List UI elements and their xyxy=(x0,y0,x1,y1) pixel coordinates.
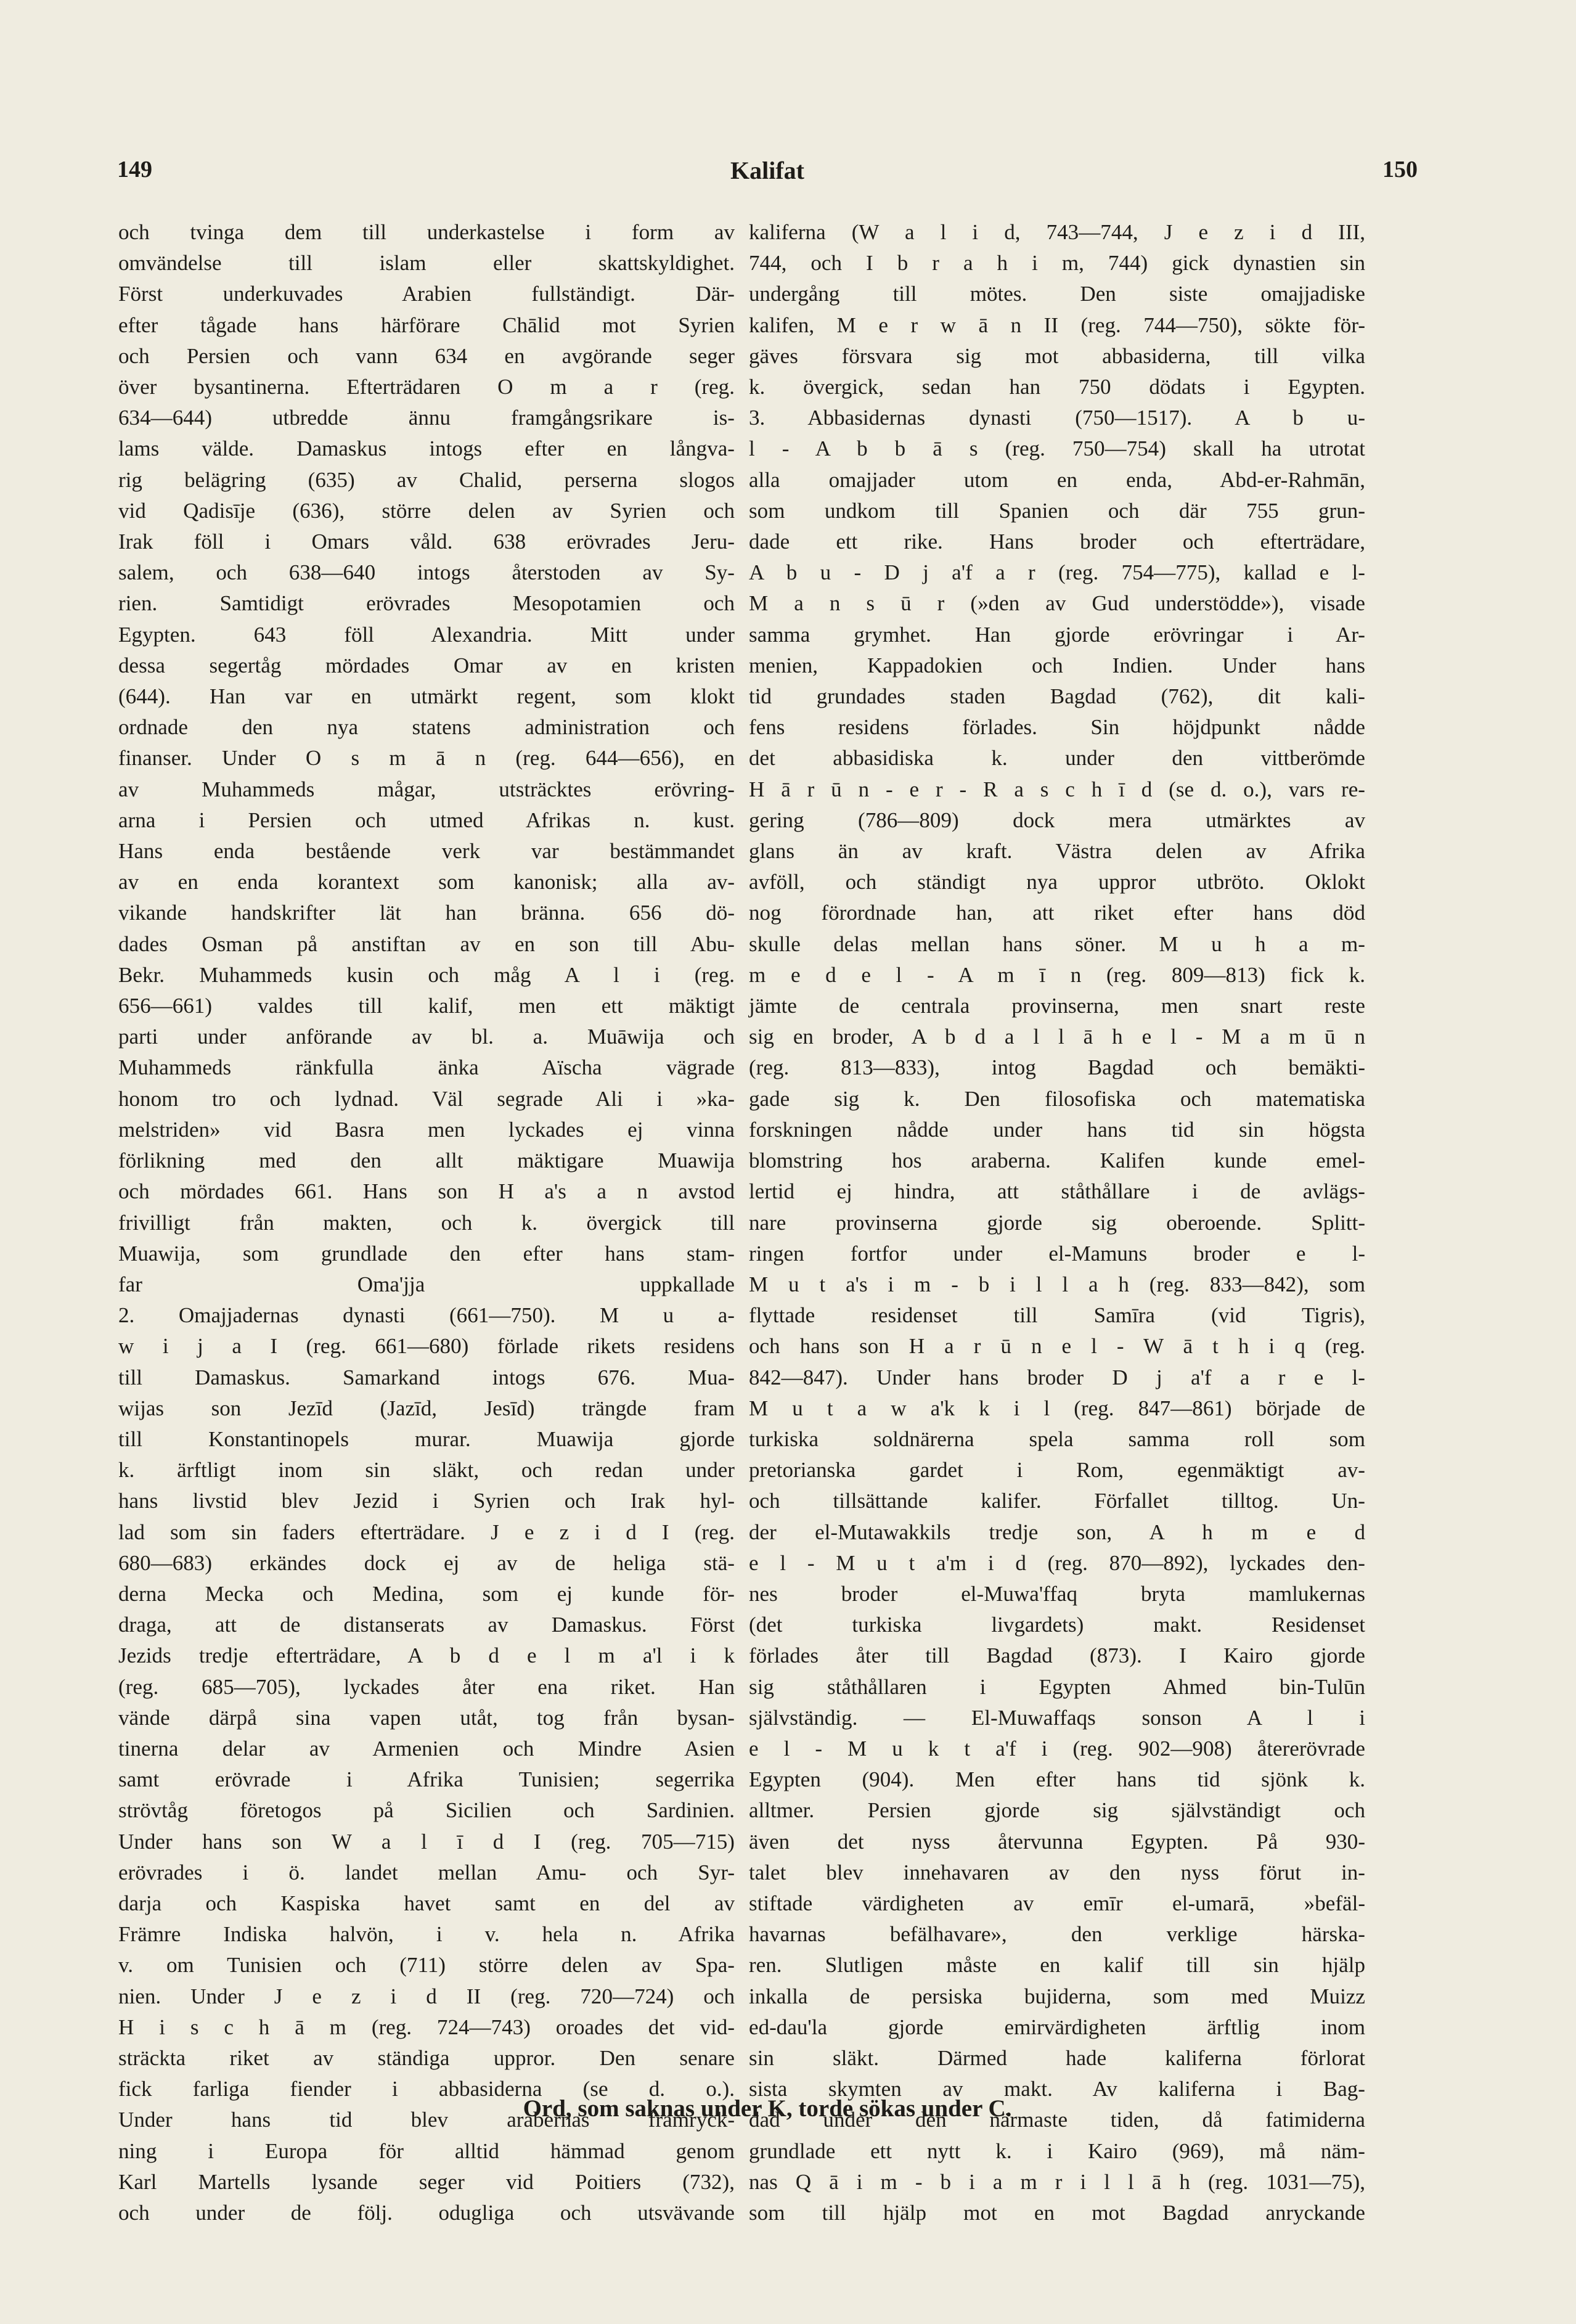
text-line: nes broder el-Muwa'ffaq bryta mamlukernas xyxy=(749,1581,1365,1606)
text-line: fick farliga fiender i abbasiderna (se d. o.). xyxy=(118,2077,735,2101)
text-line: m e d e l - A m ī n (reg. 809—813) fick k. xyxy=(749,962,1365,987)
text-line: inkalla de persiska bujiderna, som med Muizz xyxy=(749,1984,1365,2008)
text-line: ren. Slutligen måste en kalif till sin hjälp xyxy=(749,1953,1365,1978)
text-line: Muawija, som grundlade den efter hans stam- xyxy=(118,1241,735,1266)
text-line: gade sig k. Den filosofiska och matematiska xyxy=(749,1086,1365,1111)
text-line: jämte de centrala provinserna, men snart reste xyxy=(749,994,1365,1018)
text-line: M u t a w a'k k i l (reg. 847—861) började de xyxy=(749,1396,1365,1420)
text-line: 634—644) utbredde ännu framgångsrikare is- xyxy=(118,406,735,430)
text-line: turkiska soldnärerna spela samma roll som xyxy=(749,1426,1365,1451)
text-line: talet blev innehavaren av den nyss förut in- xyxy=(749,1860,1365,1884)
text-line: blomstring hos araberna. Kalifen kunde emel- xyxy=(749,1148,1365,1173)
text-line: stiftade värdigheten av emīr el-umarā, »befäl- xyxy=(749,1891,1365,1915)
text-line: och hans son H a r ū n e l - W ā t h i q (reg. xyxy=(749,1334,1365,1359)
footer-note: Ord, som saknas under K, torde sökas under C. xyxy=(523,2095,1012,2122)
text-line: salem, och 638—640 intogs återstoden av Sy- xyxy=(118,560,735,585)
text-line: av Muhammeds mågar, utsträcktes erövring- xyxy=(118,777,735,801)
text-line: självständig. — El-Muwaffaqs sonson A l i xyxy=(749,1705,1365,1730)
text-line: arna i Persien och utmed Afrikas n. kust. xyxy=(118,808,735,832)
text-line: nien. Under J e z i d II (reg. 720—724) och xyxy=(118,1984,735,2008)
text-line: H ā r ū n - e r - R a s c h ī d (se d. o.), vars re- xyxy=(749,777,1365,801)
text-line: samt erövrade i Afrika Tunisien; segerrika xyxy=(118,1767,735,1792)
text-line: v. om Tunisien och (711) större delen av Spa- xyxy=(118,1953,735,1978)
text-line: Muhammeds ränkfulla änka Aïscha vägrade xyxy=(118,1055,735,1080)
text-line: havarnas befälhavare», den verklige härska- xyxy=(749,1922,1365,1947)
text-line: även det nyss återvunna Egypten. På 930- xyxy=(749,1829,1365,1854)
text-line: glans än av kraft. Västra delen av Afrika xyxy=(749,839,1365,864)
text-line: forskningen nådde under hans tid sin högsta xyxy=(749,1117,1365,1142)
text-line: och mördades 661. Hans son H a's a n avstod xyxy=(118,1179,735,1204)
text-line: k. ärftligt inom sin släkt, och redan under xyxy=(118,1458,735,1483)
text-line: melstriden» vid Basra men lyckades ej vinna xyxy=(118,1117,735,1142)
text-line: lams välde. Damaskus intogs efter en långva- xyxy=(118,436,735,461)
text-line: efter tågade hans härförare Chālid mot Syrien xyxy=(118,313,735,337)
text-line: derna Mecka och Medina, som ej kunde för- xyxy=(118,1581,735,1606)
text-line: fens residens förlades. Sin höjdpunkt nådde xyxy=(749,715,1365,740)
text-line: ringen fortfor under el-Mamuns broder e l- xyxy=(749,1241,1365,1266)
text-line: skulle delas mellan hans söner. M u h a m- xyxy=(749,931,1365,956)
text-line: Jezids tredje efterträdare, A b d e l m a'l i k xyxy=(118,1643,735,1668)
page-header xyxy=(117,156,1418,199)
text-line: nare provinserna gjorde sig oberoende. Splitt- xyxy=(749,1210,1365,1235)
text-line: vid Qadisīje (636), större delen av Syrien och xyxy=(118,498,735,523)
text-line: dessa segertåg mördades Omar av en kristen xyxy=(118,653,735,677)
text-line: dad under den närmaste tiden, då fatimiderna xyxy=(749,2108,1365,2132)
text-line: gering (786—809) dock mera utmärktes av xyxy=(749,808,1365,832)
text-line: alltmer. Persien gjorde sig självständigt och xyxy=(749,1798,1365,1823)
text-line: honom tro och lydnad. Väl segrade Ali i »ka- xyxy=(118,1086,735,1111)
text-line: nas Q ā i m - b i a m r i l l ā h (reg. 1031—75), xyxy=(749,2169,1365,2194)
text-line: Främre Indiska halvön, i v. hela n. Afrika xyxy=(118,1922,735,1947)
text-line: Egypten (904). Men efter hans tid sjönk k. xyxy=(749,1767,1365,1792)
text-line: sträckta riket av ständiga uppror. Den senare xyxy=(118,2045,735,2070)
text-line: som till hjälp mot en mot Bagdad anryckande xyxy=(749,2201,1365,2225)
text-line: samma grymhet. Han gjorde erövringar i Ar- xyxy=(749,622,1365,647)
text-line: lertid ej hindra, att ståthållare i de avlägs- xyxy=(749,1179,1365,1204)
text-line: dade ett rike. Hans broder och efterträdare, xyxy=(749,530,1365,554)
text-line: der el-Mutawakkils tredje son, A h m e d xyxy=(749,1520,1365,1544)
text-line: wijas son Jezīd (Jazīd, Jesīd) trängde fram xyxy=(118,1396,735,1420)
text-line: l - A b b ā s (reg. 750—754) skall ha utrotat xyxy=(749,436,1365,461)
text-line: w i j a I (reg. 661—680) förlade rikets residens xyxy=(118,1334,735,1359)
text-line: och under de följ. odugliga och utsvävande xyxy=(118,2201,735,2225)
text-line: (644). Han var en utmärkt regent, som klokt xyxy=(118,684,735,709)
text-line: Irak föll i Omars våld. 638 erövrades Jeru- xyxy=(118,530,735,554)
text-line: rien. Samtidigt erövrades Mesopotamien och xyxy=(118,591,735,616)
text-line: ed-dau'la gjorde emirvärdigheten ärftlig inom xyxy=(749,2015,1365,2039)
text-line: e l - M u k t a'f i (reg. 902—908) återerövrade xyxy=(749,1736,1365,1761)
text-line: över bysantinerna. Efterträdaren O m a r (reg. xyxy=(118,375,735,399)
text-line: Under hans tid blev arabernas framryck- xyxy=(118,2108,735,2132)
text-line: dades Osman på anstiftan av en son till Abu- xyxy=(118,931,735,956)
text-line: tid grundades staden Bagdad (762), dit kali- xyxy=(749,684,1365,709)
text-line: finanser. Under O s m ā n (reg. 644—656), en xyxy=(118,746,735,771)
text-line: e l - M u t a'm i d (reg. 870—892), lyckades den- xyxy=(749,1550,1365,1575)
text-line: Hans enda bestående verk var bestämmandet xyxy=(118,839,735,864)
text-column-right xyxy=(749,217,1365,2228)
text-line: (det turkiska livgardets) makt. Residenset xyxy=(749,1613,1365,1637)
text-line: 744, och I b r a h i m, 744) gick dynastien sin xyxy=(749,251,1365,276)
text-line: flyttade residenset till Samīra (vid Tigris), xyxy=(749,1303,1365,1328)
running-title: Kalifat xyxy=(730,157,804,184)
text-line: till Damaskus. Samarkand intogs 676. Mua- xyxy=(118,1365,735,1389)
page-number-right: 150 xyxy=(1382,157,1418,182)
text-line: sin släkt. Därmed hade kaliferna förlorat xyxy=(749,2045,1365,2070)
text-line: lad som sin faders efterträdare. J e z i d I (reg. xyxy=(118,1520,735,1544)
page-number-left: 149 xyxy=(117,157,152,182)
text-line: omvändelse till islam eller skattskyldighet. xyxy=(118,251,735,276)
text-line: frivilligt från makten, och k. övergick till xyxy=(118,1210,735,1235)
text-line: nog förordnade han, att riket efter hans död xyxy=(749,901,1365,925)
text-column-left xyxy=(118,217,735,2228)
text-line: som undkom till Spanien och där 755 grun- xyxy=(749,498,1365,523)
text-line: draga, att de distanserats av Damaskus. Först xyxy=(118,1613,735,1637)
text-line: M u t a's i m - b i l l a h (reg. 833—842), som xyxy=(749,1272,1365,1296)
text-line: erövrades i ö. landet mellan Amu- och Syr- xyxy=(118,1860,735,1884)
text-line: det abbasidiska k. under den vittberömde xyxy=(749,746,1365,771)
text-line: 680—683) erkändes dock ej av de heliga stä- xyxy=(118,1550,735,1575)
text-line: sig en broder, A b d a l l ā h e l - M a m ū n xyxy=(749,1025,1365,1049)
text-line: far Oma'jja uppkallade xyxy=(118,1272,735,1296)
text-line: 656—661) valdes till kalif, men ett mäktigt xyxy=(118,994,735,1018)
text-line: kalifen, M e r w ā n II (reg. 744—750), sökte för- xyxy=(749,313,1365,337)
text-line: av en enda korantext som kanonisk; alla av- xyxy=(118,870,735,894)
text-line: och tillsättande kalifer. Förfallet tilltog. Un- xyxy=(749,1489,1365,1513)
text-line: och Persien och vann 634 en avgörande seger xyxy=(118,343,735,368)
text-line: förlikning med den allt mäktigare Muawija xyxy=(118,1148,735,1173)
text-line: Karl Martells lysande seger vid Poitiers (732), xyxy=(118,2169,735,2194)
text-line: sig ståthållaren i Egypten Ahmed bin-Tulūn xyxy=(749,1674,1365,1699)
text-line: Först underkuvades Arabien fullständigt. Där- xyxy=(118,282,735,306)
text-line: 842—847). Under hans broder D j a'f a r e l- xyxy=(749,1365,1365,1389)
text-line: H i s c h ā m (reg. 724—743) oroades det vid- xyxy=(118,2015,735,2039)
text-line: 3. Abbasidernas dynasti (750—1517). A b u- xyxy=(749,406,1365,430)
text-line: strövtåg företogos på Sicilien och Sardinien. xyxy=(118,1798,735,1823)
text-line: undergång till mötes. Den siste omajjadiske xyxy=(749,282,1365,306)
text-line: kaliferna (W a l i d, 743—744, J e z i d III, xyxy=(749,220,1365,244)
text-line: Bekr. Muhammeds kusin och måg A l i (reg. xyxy=(118,962,735,987)
text-line: ordnade den nya statens administration och xyxy=(118,715,735,740)
text-line: avföll, och ständigt nya uppror utbröto. Oklokt xyxy=(749,870,1365,894)
text-line: menien, Kappadokien och Indien. Under hans xyxy=(749,653,1365,677)
text-line: till Konstantinopels murar. Muawija gjorde xyxy=(118,1426,735,1451)
text-line: k. övergick, sedan han 750 dödats i Egypten. xyxy=(749,375,1365,399)
text-line: sista skymten av makt. Av kaliferna i Bag- xyxy=(749,2077,1365,2101)
text-line: darja och Kaspiska havet samt en del av xyxy=(118,1891,735,1915)
text-line: (reg. 813—833), intog Bagdad och bemäkti- xyxy=(749,1055,1365,1080)
text-line: 2. Omajjadernas dynasti (661—750). M u a- xyxy=(118,1303,735,1328)
text-line: vände därpå sina vapen utåt, tog från bysan- xyxy=(118,1705,735,1730)
text-line: Egypten. 643 föll Alexandria. Mitt under xyxy=(118,622,735,647)
text-line: pretorianska gardet i Rom, egenmäktigt av- xyxy=(749,1458,1365,1483)
text-line: parti under anförande av bl. a. Muāwija och xyxy=(118,1025,735,1049)
text-line: grundlade ett nytt k. i Kairo (969), må näm- xyxy=(749,2138,1365,2163)
text-line: (reg. 685—705), lyckades åter ena riket. Han xyxy=(118,1674,735,1699)
text-line: Under hans son W a l ī d I (reg. 705—715) xyxy=(118,1829,735,1854)
text-line: gäves försvara sig mot abbasiderna, till vilka xyxy=(749,343,1365,368)
text-line: alla omajjader utom en enda, Abd-er-Rahmān, xyxy=(749,467,1365,492)
text-line: rig belägring (635) av Chalid, perserna slogos xyxy=(118,467,735,492)
text-line: M a n s ū r (»den av Gud understödde»), visade xyxy=(749,591,1365,616)
text-line: förlades åter till Bagdad (873). I Kairo gjorde xyxy=(749,1643,1365,1668)
text-line: ning i Europa för alltid hämmad genom xyxy=(118,2138,735,2163)
text-line: A b u - D j a'f a r (reg. 754—775), kallad e l- xyxy=(749,560,1365,585)
text-line: tinerna delar av Armenien och Mindre Asien xyxy=(118,1736,735,1761)
text-line: vikande handskrifter lät han bränna. 656 dö- xyxy=(118,901,735,925)
text-line: hans livstid blev Jezid i Syrien och Irak hyl- xyxy=(118,1489,735,1513)
text-line: och tvinga dem till underkastelse i form av xyxy=(118,220,735,244)
